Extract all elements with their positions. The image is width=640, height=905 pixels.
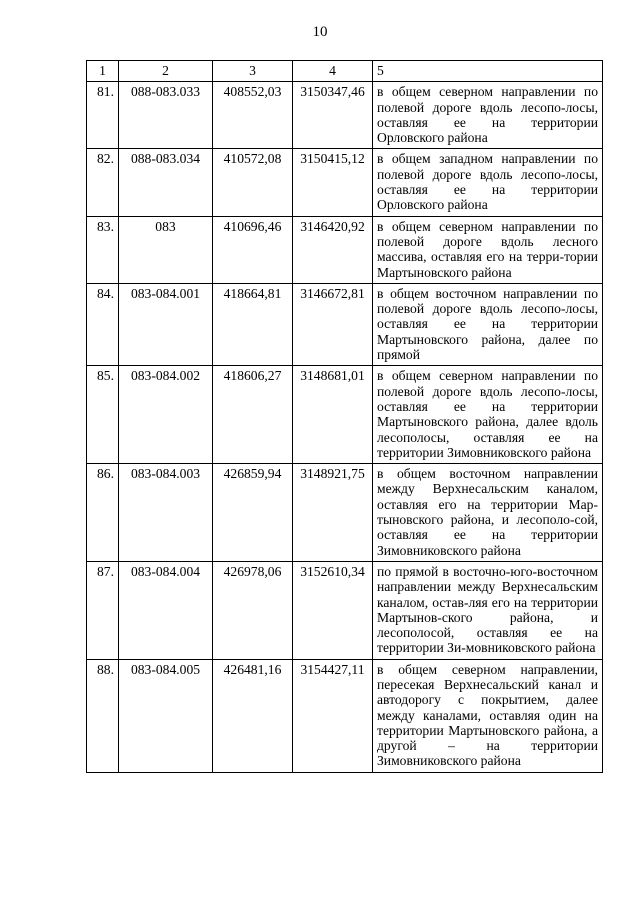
point-id: 088-083.033 [119, 82, 213, 149]
boundary-points-table [86, 60, 603, 773]
column-header-3: 3 [213, 61, 293, 82]
y-coordinate: 3148921,75 [293, 464, 373, 562]
y-coordinate: 3150415,12 [293, 149, 373, 216]
boundary-description: в общем восточном направлении между Верхнесальским каналом, оставляя его на территории Мар-тыновского района, и лесополо-сой, оставляя ее на территории Зимовниковского района [373, 464, 603, 562]
point-id: 083-084.001 [119, 283, 213, 365]
x-coordinate: 410696,46 [213, 216, 293, 283]
row-number: 85. [87, 366, 119, 464]
table-row [87, 149, 603, 216]
y-coordinate: 3146672,81 [293, 283, 373, 365]
boundary-description: в общем северном направлении по полевой дороге вдоль лесопо-лосы, оставляя ее на территории Орловского района [373, 82, 603, 149]
x-coordinate: 426481,16 [213, 659, 293, 772]
x-coordinate: 418606,27 [213, 366, 293, 464]
y-coordinate: 3152610,34 [293, 561, 373, 659]
boundary-description: в общем северном направлении по полевой дороге вдоль лесного массива, оставляя его на терри-тории Мартыновского района [373, 216, 603, 283]
point-id: 083-084.004 [119, 561, 213, 659]
table-row [87, 283, 603, 365]
table-row [87, 366, 603, 464]
y-coordinate: 3146420,92 [293, 216, 373, 283]
y-coordinate: 3148681,01 [293, 366, 373, 464]
row-number: 82. [87, 149, 119, 216]
column-header-5: 5 [373, 61, 603, 82]
boundary-description: в общем северном направлении по полевой дороге вдоль лесопо-лосы, оставляя ее на территории Мартыновского района, далее вдоль лесополосы, оставляя ее на территории Зимовниковского района [373, 366, 603, 464]
x-coordinate: 408552,03 [213, 82, 293, 149]
table-header-row [87, 61, 603, 82]
table-body [87, 61, 603, 773]
row-number: 86. [87, 464, 119, 562]
point-id: 083-084.005 [119, 659, 213, 772]
row-number: 88. [87, 659, 119, 772]
column-header-4: 4 [293, 61, 373, 82]
column-header-2: 2 [119, 61, 213, 82]
point-id: 083 [119, 216, 213, 283]
point-id: 083-084.002 [119, 366, 213, 464]
boundary-description: в общем восточном направлении по полевой дороге вдоль лесопо-лосы, оставляя ее на территории Мартыновского района, далее по прямой [373, 283, 603, 365]
row-number: 83. [87, 216, 119, 283]
column-header-1: 1 [87, 61, 119, 82]
boundary-description: в общем северном направлении, пересекая Верхнесальский канал и автодорогу с покрытием, далее между каналами, оставляя один на территории Мартыновского района, а другой – на территории Зимовниковского района [373, 659, 603, 772]
boundary-description: по прямой в восточно-юго-восточном направлении между Верхнесальским каналом, остав-ляя его на территории Мартынов-ского района, и лесополосой, оставляя ее на территории Зи-мовниковского района [373, 561, 603, 659]
y-coordinate: 3154427,11 [293, 659, 373, 772]
table-row [87, 561, 603, 659]
point-id: 083-084.003 [119, 464, 213, 562]
y-coordinate: 3150347,46 [293, 82, 373, 149]
x-coordinate: 426859,94 [213, 464, 293, 562]
table-row [87, 659, 603, 772]
row-number: 81. [87, 82, 119, 149]
x-coordinate: 410572,08 [213, 149, 293, 216]
row-number: 84. [87, 283, 119, 365]
x-coordinate: 426978,06 [213, 561, 293, 659]
row-number: 87. [87, 561, 119, 659]
page-number: 10 [312, 24, 328, 40]
table-row [87, 216, 603, 283]
table-row [87, 82, 603, 149]
point-id: 088-083.034 [119, 149, 213, 216]
boundary-description: в общем западном направлении по полевой дороге вдоль лесопо-лосы, оставляя ее на территории Орловского района [373, 149, 603, 216]
x-coordinate: 418664,81 [213, 283, 293, 365]
table-row [87, 464, 603, 562]
